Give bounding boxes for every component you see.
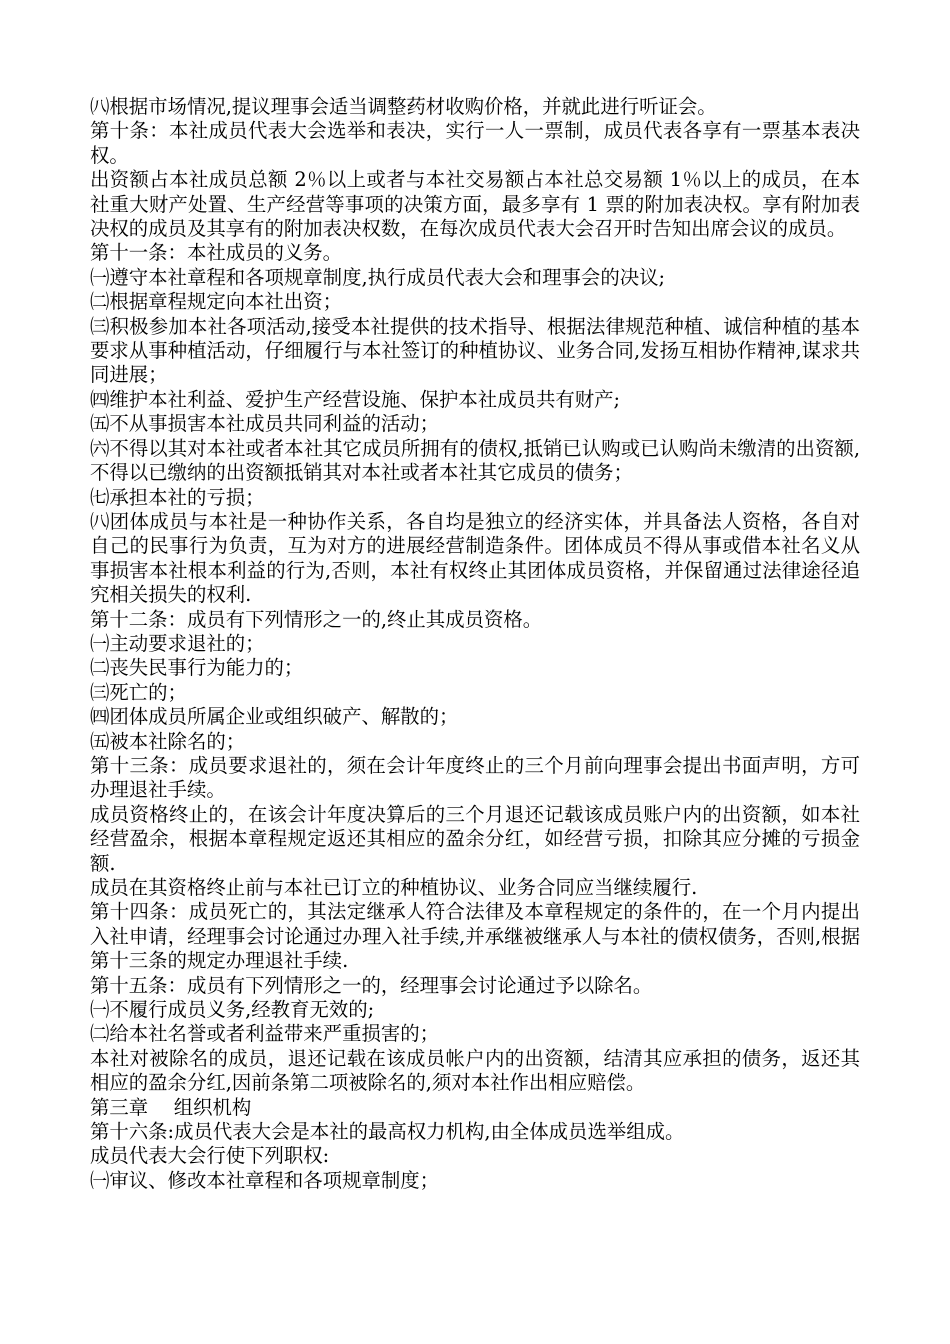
chapter-3-heading: 第三章 组织机构 — [90, 1095, 252, 1119]
article-15-item-1: ㈠不履行成员义务,经教育无效的; — [90, 998, 375, 1022]
article-13: 第十三条：成员要求退社的，须在会计年度终止的三个月前向理事会提出书面声明，方可办理退社手续。 — [90, 753, 860, 802]
article-16: 第十六条:成员代表大会是本社的最高权力机构,由全体成员选举组成。 — [90, 1120, 685, 1144]
article-12-item-5: ㈤被本社除名的； — [90, 729, 246, 753]
article-15-item-2: ㈡给本社名誉或者利益带来严重损害的； — [90, 1022, 440, 1046]
article-15-expelled: 本社对被除名的成员，退还记载在该成员帐户内的出资额，结清其应承担的债务，返还其相应的盈余分红,因前条第二项被除名的,须对本社作出相应赔偿。 — [90, 1046, 860, 1095]
article-13-refund: 成员资格终止的，在该会计年度决算后的三个月退还记载该成员账户内的出资额，如本社经营盈余，根据本章程规定返还其相应的盈余分红，如经营亏损，扣除其应分摊的亏损金额. — [90, 802, 860, 875]
article-12-item-4: ㈣团体成员所属企业或组织破产、解散的； — [90, 705, 459, 729]
article-14: 第十四条：成员死亡的，其法定继承人符合法律及本章程规定的条件的，在一个月内提出入社申请，经理事会讨论通过办理入社手续,并承继被继承人与本社的债权债务，否则,根据第十三条的规定办理退社手续. — [90, 900, 860, 973]
clause-8-item: ㈧根据市场情况,提议理事会适当调整药材收购价格，并就此进行听证会。 — [90, 95, 717, 118]
article-11-item-6: ㈥不得以其对本社或者本社其它成员所拥有的债权,抵销已认购或已认购尚未缴清的出资额,不得以已缴纳的出资额抵销其对本社或者本社其它成员的债务； — [90, 436, 860, 485]
article-16-powers-intro: 成员代表大会行使下列职权: — [90, 1144, 330, 1168]
article-12-item-3: ㈢死亡的； — [90, 680, 187, 704]
article-11-item-4: ㈣维护本社利益、爱护生产经营设施、保护本社成员共有财产; — [90, 387, 621, 411]
article-12-item-2: ㈡丧失民事行为能力的； — [90, 656, 304, 680]
article-15-heading: 第十五条：成员有下列情形之一的，经理事会讨论通过予以除名。 — [90, 973, 653, 997]
document-body — [90, 95, 860, 1193]
article-11-item-5: ㈤不从事损害本社成员共同利益的活动； — [90, 412, 440, 436]
article-11-item-8: ㈧团体成员与本社是一种协作关系，各自均是独立的经济实体，并具备法人资格，各自对自己的民事行为负责，互为对方的进展经营制造条件。团体成员不得从事或借本社名义从事损害本社根本利益的行为,否则，本社有权终止其团体成员资格，并保留通过法律途径追究相关损失的权利. — [90, 509, 860, 607]
article-11-item-1: ㈠遵守本社章程和各项规章制度,执行成员代表大会和理事会的决议; — [90, 265, 666, 289]
article-16-item-1: ㈠审议、修改本社章程和各项规章制度； — [90, 1168, 440, 1192]
article-12-heading: 第十二条：成员有下列情形之一的,终止其成员资格。 — [90, 607, 543, 631]
article-11-item-3: ㈢积极参加本社各项活动,接受本社提供的技术指导、根据法律规范种植、诚信种植的基本要求从事种植活动，仔细履行与本社签订的种植协议、业务合同,发扬互相协作精神,谋求共同进展； — [90, 314, 860, 387]
article-12-item-1: ㈠主动要求退社的； — [90, 631, 265, 655]
article-10-extra-vote: 出资额占本社成员总额 2％以上或者与本社交易额占本社总交易额 1％以上的成员，在本社重大财产处置、生产经营等事项的决策方面，最多享有 1 票的附加表决权。享有附加表决权的成员及其享有的附加表决权数，在每次成员代表大会召开时告知出席会议的成员。 — [90, 168, 860, 241]
article-11-item-2: ㈡根据章程规定向本社出资； — [90, 290, 343, 314]
article-11-item-7: ㈦承担本社的亏损； — [90, 485, 265, 509]
article-11-heading: 第十一条：本社成员的义务。 — [90, 241, 343, 265]
article-10: 第十条：本社成员代表大会选举和表决，实行一人一票制，成员代表各享有一票基本表决权。 — [90, 119, 860, 167]
article-13-contracts: 成员在其资格终止前与本社已订立的种植协议、业务合同应当继续履行. — [90, 876, 698, 899]
